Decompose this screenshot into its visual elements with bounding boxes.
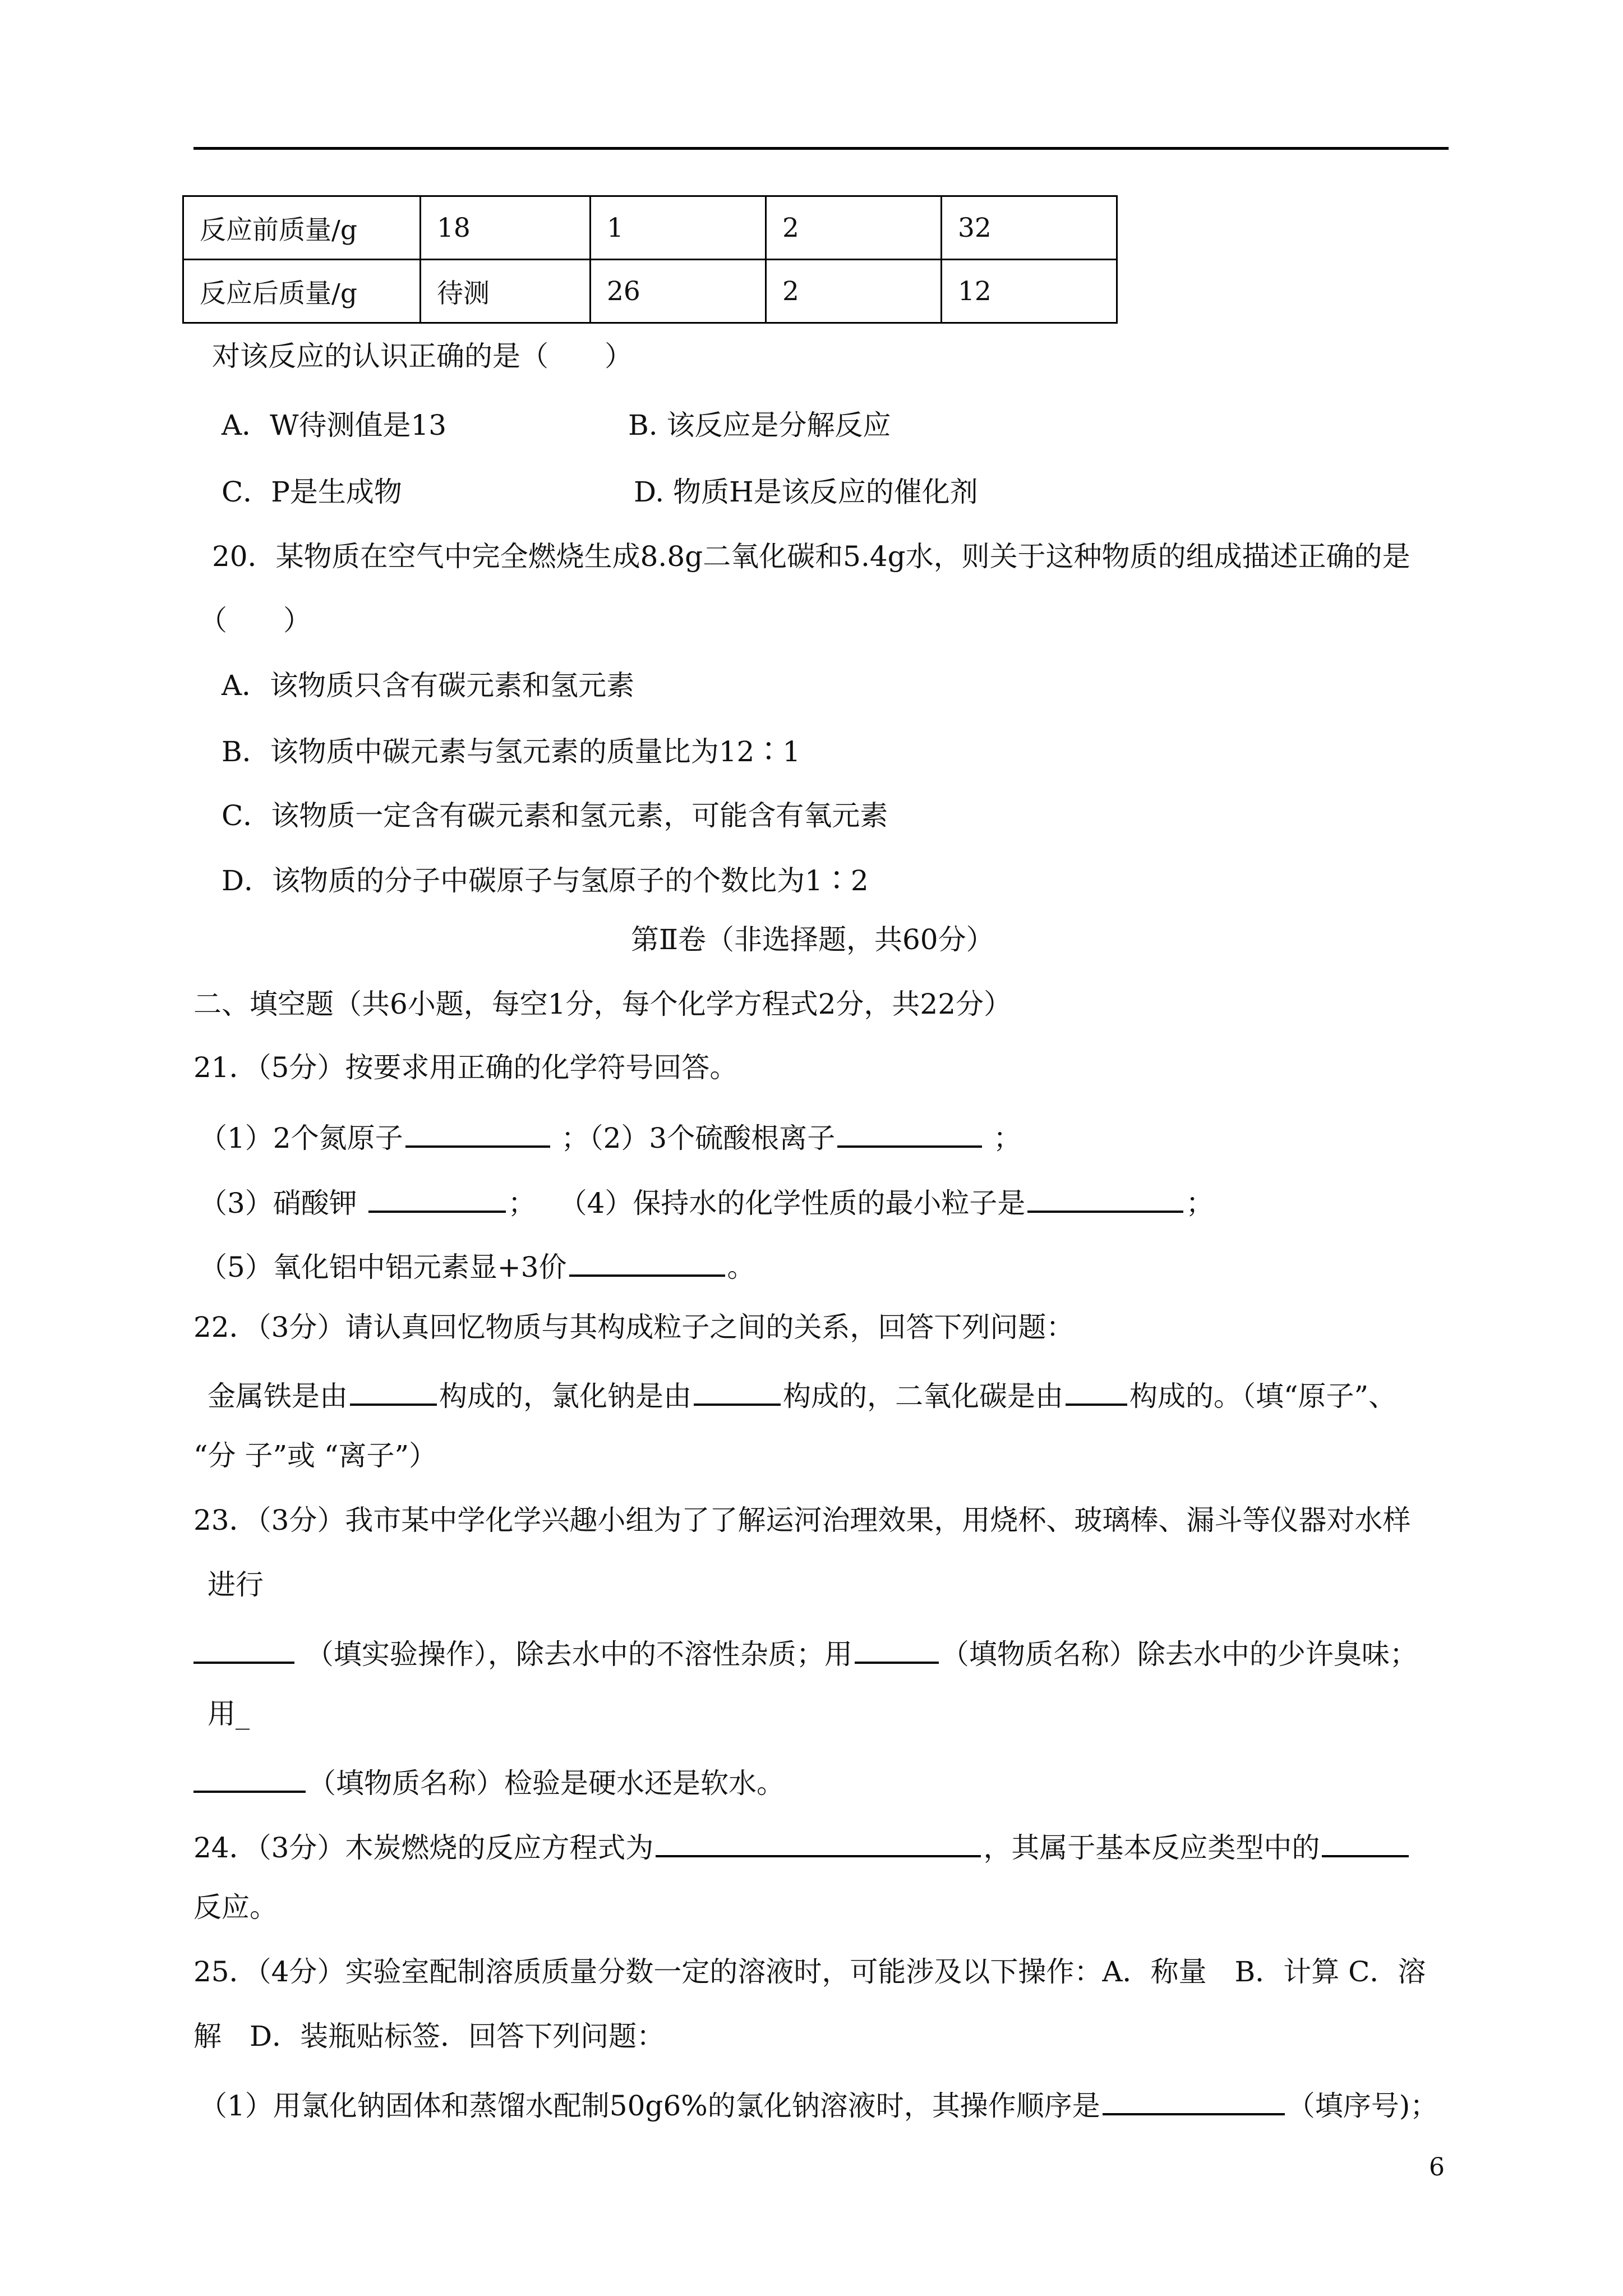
answer-blank[interactable] bbox=[193, 1761, 306, 1793]
q25-stem: 25．（4分）实验室配制溶质质量分数一定的溶液时，可能涉及以下操作：A．称量 B．计算 C．溶 bbox=[193, 1955, 1426, 1988]
q24-line-1 bbox=[193, 1826, 1411, 1865]
answer-blank[interactable] bbox=[368, 1181, 506, 1213]
answer-blank[interactable] bbox=[1103, 2084, 1285, 2115]
q22-text: 构成的，二氧化碳是由 bbox=[783, 1380, 1063, 1412]
q20-option-d: D．该物质的分子中碳原子与氢原子的个数比为1∶2 bbox=[222, 864, 869, 897]
q21-label-7: （5）氧化铝中铝元素显+3价 bbox=[199, 1251, 567, 1283]
answer-blank[interactable] bbox=[855, 1632, 939, 1664]
q23-line-3 bbox=[193, 1632, 1418, 1671]
q23-stem: 23．（3分）我市某中学化学兴趣小组为了了解运河治理效果，用烧杯、玻璃棒、漏斗等仪器对水样 bbox=[193, 1504, 1411, 1536]
answer-blank[interactable] bbox=[1027, 1181, 1183, 1213]
q21-row-2 bbox=[199, 1181, 1214, 1220]
q22-text: 构成的，氯化钠是由 bbox=[439, 1380, 691, 1412]
q23-line-5 bbox=[193, 1761, 785, 1800]
q22-row-1 bbox=[208, 1374, 1396, 1413]
q19-option-c: C．P是生成物 bbox=[222, 476, 402, 508]
answer-blank[interactable] bbox=[350, 1374, 437, 1406]
q25-text: （1）用氯化钠固体和蒸馏水配制50g6%的氯化钠溶液时，其操作顺序是 bbox=[199, 2090, 1100, 2122]
table-cell: 1 bbox=[591, 196, 766, 260]
q24-text: ，其属于基本反应类型中的 bbox=[983, 1832, 1320, 1864]
q25-text: （填序号)； bbox=[1287, 2090, 1438, 2122]
q23-text: （填物质名称）除去水中的少许臭味； bbox=[940, 1638, 1418, 1671]
table-row bbox=[183, 260, 1117, 323]
q19-option-a: A．W待测值是13 bbox=[222, 409, 447, 441]
q19-stem: 对该反应的认识正确的是（ ） bbox=[212, 340, 633, 372]
table-cell: 26 bbox=[591, 260, 766, 323]
q21-row-3 bbox=[199, 1245, 755, 1284]
answer-blank[interactable] bbox=[694, 1374, 781, 1406]
table-row bbox=[183, 196, 1117, 260]
table-cell: 反应后质量/g bbox=[183, 260, 421, 323]
table-cell: 12 bbox=[942, 260, 1117, 323]
q24-line-2: 反应。 bbox=[193, 1891, 278, 1924]
table-cell: 2 bbox=[766, 196, 942, 260]
table-cell: 待测 bbox=[421, 260, 591, 323]
q20-option-b: B．该物质中碳元素与氢元素的质量比为12∶1 bbox=[222, 735, 801, 768]
q23-text: （填实验操作），除去水中的不溶性杂质；用 bbox=[297, 1638, 852, 1671]
answer-blank[interactable] bbox=[193, 1632, 294, 1664]
q21-label-2: ；（2）3个硫酸根离子 bbox=[561, 1122, 836, 1154]
q22-text: 金属铁是由 bbox=[208, 1380, 348, 1412]
answer-blank[interactable] bbox=[405, 1116, 550, 1148]
answer-blank[interactable] bbox=[837, 1116, 982, 1148]
part2-title: 第Ⅱ卷（非选择题，共60分） bbox=[631, 923, 994, 956]
q25-line-3 bbox=[199, 2084, 1438, 2123]
answer-blank[interactable] bbox=[1322, 1826, 1409, 1857]
header-rule bbox=[193, 147, 1449, 150]
answer-blank[interactable] bbox=[656, 1826, 981, 1857]
answer-blank[interactable] bbox=[569, 1245, 725, 1277]
q21-stem: 21．（5分）按要求用正确的化学符号回答。 bbox=[193, 1051, 738, 1084]
page-number: 6 bbox=[1429, 2153, 1445, 2182]
answer-blank[interactable] bbox=[1066, 1374, 1127, 1406]
q22-text: 构成的。（填“原子”、 bbox=[1129, 1380, 1397, 1412]
q19-option-b: B. 该反应是分解反应 bbox=[628, 409, 891, 441]
q21-label-5: ； （4）保持水的化学性质的最小粒子是 bbox=[508, 1187, 1026, 1220]
q23-text: （填物质名称）检验是硬水还是软水。 bbox=[308, 1767, 785, 1800]
q20-paren: （ ） bbox=[199, 604, 311, 637]
q20-option-a: A．该物质只含有碳元素和氢元素 bbox=[222, 669, 635, 702]
q21-label-6: ； bbox=[1186, 1187, 1214, 1220]
q21-row-1 bbox=[199, 1116, 1021, 1155]
section-heading: 二、填空题（共6小题，每空1分，每个化学方程式2分，共22分） bbox=[193, 988, 1012, 1020]
mass-table bbox=[182, 195, 1118, 324]
q20-option-c: C．该物质一定含有碳元素和氢元素，可能含有氧元素 bbox=[222, 799, 888, 832]
q22-row-2: “分 子”或 “离子”） bbox=[193, 1439, 437, 1472]
q19-option-d: D. 物质H是该反应的催化剂 bbox=[634, 476, 978, 508]
q21-label-8: 。 bbox=[727, 1251, 755, 1283]
q21-label-3: ； bbox=[993, 1122, 1022, 1154]
table-cell: 反应前质量/g bbox=[183, 196, 421, 260]
q25-line-2: 解 D．装瓶贴标签．回答下列问题： bbox=[193, 2020, 665, 2053]
table-cell: 18 bbox=[421, 196, 591, 260]
q23-line-4: 用_ bbox=[208, 1697, 250, 1730]
q22-stem: 22．（3分）请认真回忆物质与其构成粒子之间的关系，回答下列问题： bbox=[193, 1311, 1075, 1343]
q21-label-1: （1）2个氮原子 bbox=[199, 1122, 403, 1154]
table-cell: 32 bbox=[942, 196, 1117, 260]
table-cell: 2 bbox=[766, 260, 942, 323]
q24-text: 24．（3分）木炭燃烧的反应方程式为 bbox=[193, 1832, 654, 1864]
q21-label-4: （3）硝酸钾 bbox=[199, 1187, 366, 1220]
q20-stem: 20．某物质在空气中完全燃烧生成8.8g二氧化碳和5.4g水，则关于这种物质的组成描述正确的是 bbox=[212, 540, 1410, 573]
q23-line-2: 进行 bbox=[208, 1568, 264, 1601]
